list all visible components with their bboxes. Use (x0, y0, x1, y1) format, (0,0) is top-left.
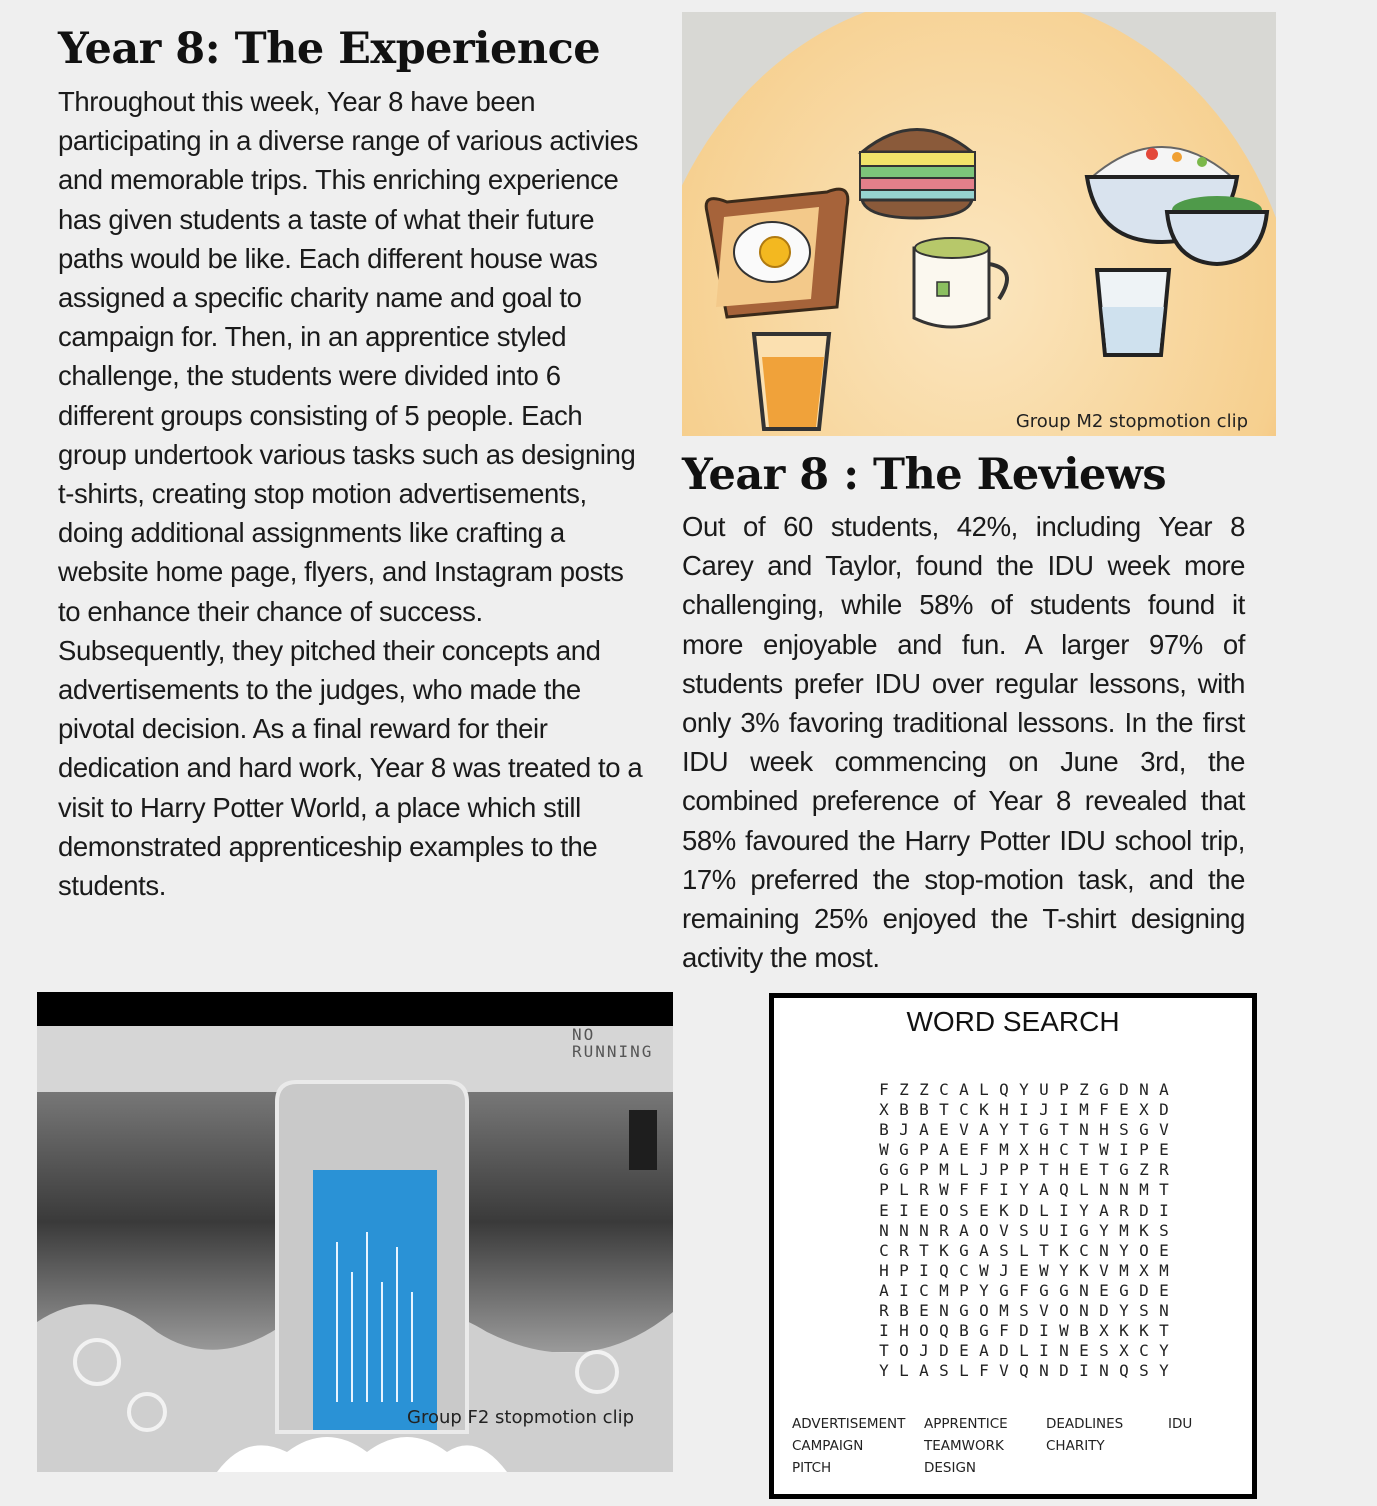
grid-letter: S (1159, 1220, 1169, 1240)
grid-letter: P (1059, 1080, 1069, 1099)
grid-letter: P (899, 1260, 909, 1280)
grid-letter: R (939, 1220, 949, 1240)
grid-letter: A (939, 1140, 949, 1160)
grid-letter: I (1039, 1321, 1049, 1341)
grid-letter: K (1119, 1321, 1129, 1341)
grid-letter: K (979, 1100, 989, 1120)
grid-letter: Q (1019, 1361, 1029, 1381)
grid-letter: G (959, 1240, 969, 1260)
grid-letter: I (1119, 1140, 1129, 1160)
grid-letter: P (1019, 1160, 1029, 1180)
grid-letter: L (899, 1361, 909, 1381)
grid-letter: N (1099, 1180, 1109, 1200)
group-f2-photo (37, 992, 673, 1472)
grid-letter: M (1159, 1260, 1169, 1280)
grid-letter: Q (1059, 1180, 1069, 1200)
grid-letter: W (879, 1140, 889, 1160)
grid-letter: S (1119, 1120, 1129, 1140)
grid-letter: K (1079, 1260, 1089, 1280)
grid-letter: A (959, 1080, 969, 1099)
grid-letter: T (1039, 1240, 1049, 1260)
grid-letter: I (1079, 1361, 1089, 1381)
grid-letter: H (1039, 1140, 1049, 1160)
grid-letter: G (1039, 1280, 1049, 1300)
grid-letter: U (1039, 1220, 1049, 1240)
grid-letter: N (919, 1220, 929, 1240)
grid-letter: D (1059, 1361, 1069, 1381)
grid-letter: W (939, 1180, 949, 1200)
grid-letter: F (879, 1080, 889, 1099)
grid-letter: M (999, 1301, 1009, 1321)
grid-letter: V (999, 1361, 1009, 1381)
grid-letter: T (1159, 1321, 1169, 1341)
grid-letter: I (1159, 1200, 1169, 1220)
grid-letter: B (899, 1100, 909, 1120)
grid-row (874, 1080, 1174, 1100)
grid-letter: D (1139, 1280, 1149, 1300)
grid-letter: I (1059, 1100, 1069, 1120)
grid-letter: N (899, 1220, 909, 1240)
grid-letter: D (1019, 1321, 1029, 1341)
grid-letter: V (959, 1120, 969, 1140)
grid-letter: M (1079, 1100, 1089, 1120)
grid-letter: K (939, 1240, 949, 1260)
grid-letter: T (919, 1240, 929, 1260)
grid-letter: N (1159, 1301, 1169, 1321)
group-m2-photo (682, 12, 1276, 436)
grid-letter: G (899, 1160, 909, 1180)
grid-letter: T (939, 1100, 949, 1120)
word-list-item: TEAMWORK (924, 1438, 1004, 1454)
word-list-item: IDU (1168, 1416, 1193, 1432)
grid-letter: M (939, 1280, 949, 1300)
breakfast-drawing (682, 12, 1276, 436)
grid-letter: C (1079, 1240, 1089, 1260)
grid-letter: A (1039, 1180, 1049, 1200)
grid-letter: C (1139, 1341, 1149, 1361)
grid-letter: K (1139, 1321, 1149, 1341)
grid-letter: H (879, 1260, 889, 1280)
sign-line-1: NO (572, 1025, 596, 1044)
word-list-item: CHARITY (1046, 1438, 1105, 1454)
grid-letter: F (999, 1321, 1009, 1341)
grid-letter: G (899, 1140, 909, 1160)
grid-letter: C (939, 1080, 949, 1099)
grid-letter: E (1119, 1100, 1129, 1120)
grid-letter: P (999, 1160, 1009, 1180)
grid-letter: S (939, 1361, 949, 1381)
grid-letter: A (979, 1341, 989, 1361)
grid-row (874, 1361, 1174, 1381)
grid-letter: E (919, 1301, 929, 1321)
grid-letter: G (999, 1280, 1009, 1300)
grid-letter: P (919, 1160, 929, 1180)
grid-letter: N (1059, 1341, 1069, 1361)
grid-letter: E (939, 1120, 949, 1140)
grid-letter: I (899, 1280, 909, 1300)
grid-letter: N (1099, 1361, 1109, 1381)
grid-letter: M (1139, 1180, 1149, 1200)
grid-letter: V (999, 1220, 1009, 1240)
grid-letter: S (1019, 1220, 1029, 1240)
word-list-item: APPRENTICE (924, 1416, 1008, 1432)
grid-letter: L (959, 1160, 969, 1180)
grid-letter: D (999, 1341, 1009, 1361)
grid-letter: X (879, 1100, 889, 1120)
grid-letter: I (1059, 1200, 1069, 1220)
grid-letter: E (1159, 1140, 1169, 1160)
toast-egg-icon (706, 189, 848, 317)
grid-letter: Y (1159, 1361, 1169, 1381)
reviews-body: Out of 60 students, 42%, including Year 8 Carey and Taylor, found the IDU week more challenging, while 58% of students found it more enjoyable and fun. A larger 97% of students prefer IDU over regular lessons, with only 3% favoring traditional lessons. In the first IDU week commencing on June 3rd, the combined preference of Year 8 revealed that 58% favoured the Harry Potter IDU school trip, 17% preferred the stop-motion task, and the remaining 25% enjoyed the T-shirt designing activity the most. (682, 511, 1245, 974)
grid-letter: Y (979, 1280, 989, 1300)
grid-letter: N (879, 1220, 889, 1240)
grid-letter: E (959, 1341, 969, 1361)
grid-letter: W (979, 1260, 989, 1280)
word-list-item: DEADLINES (1046, 1416, 1124, 1432)
grid-letter: J (919, 1341, 929, 1361)
grid-letter: I (1059, 1220, 1069, 1240)
grid-letter: R (879, 1301, 889, 1321)
grid-letter: W (1099, 1140, 1109, 1160)
word-list-item (1046, 1460, 1168, 1476)
grid-letter: N (939, 1301, 949, 1321)
grid-letter: Y (1119, 1240, 1129, 1260)
grid-letter: E (1079, 1341, 1089, 1361)
grid-letter: E (959, 1140, 969, 1160)
grid-letter: F (1019, 1280, 1029, 1300)
grid-letter: C (879, 1240, 889, 1260)
grid-letter: V (1159, 1120, 1169, 1140)
grid-letter: Y (999, 1120, 1009, 1140)
grid-letter: J (999, 1260, 1009, 1280)
grid-letter: L (1019, 1240, 1029, 1260)
grid-letter: A (979, 1120, 989, 1140)
waterfall-scene (37, 992, 673, 1472)
grid-letter: Q (999, 1080, 1009, 1099)
grid-letter: N (1079, 1301, 1089, 1321)
grid-letter: W (1039, 1260, 1049, 1280)
grid-letter: R (919, 1180, 929, 1200)
sign-line-2: RUNNING (572, 1042, 654, 1061)
grid-letter: Z (1139, 1160, 1149, 1180)
no-running-sign (572, 1026, 653, 1060)
grid-letter: F (959, 1180, 969, 1200)
grid-row (874, 1221, 1174, 1241)
grid-letter: M (999, 1140, 1009, 1160)
grid-letter: A (979, 1240, 989, 1260)
grid-letter: K (1059, 1240, 1069, 1260)
grid-row (874, 1281, 1174, 1301)
grid-letter: O (979, 1301, 989, 1321)
grid-letter: R (899, 1240, 909, 1260)
grid-letter: A (1099, 1200, 1109, 1220)
sandwich-icon (860, 130, 975, 219)
experience-body: Throughout this week, Year 8 have been participating in a diverse range of various activies and memorable trips. This enriching experience has given students a taste of what their future paths would be like. Each different house was assigned a specific charity name and goal to campaign for. Then, in an apprentice styled challenge, the students were divided into 6 different groups consisting of 5 people. Each group undertook various tasks such as designing t-shirts, creating stop motion advertisements, doing additional assignments like crafting a website home page, flyers, and Instagram posts to enhance their chance of success. Subsequently, they pitched their concepts and advertisements to the judges, who made the pivotal decision. As a final reward for their dedication and hard work, Year 8 was treated to a visit to Harry Potter World, a place which still demonstrated apprenticeship examples to the students. (58, 86, 643, 902)
grid-letter: I (919, 1260, 929, 1280)
grid-letter: W (1059, 1321, 1069, 1341)
grid-letter: X (1019, 1140, 1029, 1160)
grid-row (874, 1321, 1174, 1341)
grid-letter: T (1059, 1120, 1069, 1140)
grid-letter: G (1099, 1080, 1109, 1099)
grid-letter: C (919, 1280, 929, 1300)
grid-letter: L (979, 1080, 989, 1099)
grid-letter: Q (939, 1260, 949, 1280)
grid-letter: B (899, 1301, 909, 1321)
grid-letter: E (1099, 1280, 1109, 1300)
word-search-panel (769, 993, 1257, 1499)
word-search-word-list (792, 1416, 1242, 1476)
grid-letter: L (899, 1180, 909, 1200)
grid-letter: G (1139, 1120, 1149, 1140)
grid-letter: S (999, 1240, 1009, 1260)
word-list-item (1168, 1460, 1238, 1476)
grid-letter: F (1099, 1100, 1109, 1120)
grid-letter: D (1119, 1080, 1129, 1099)
grid-letter: J (1039, 1100, 1049, 1120)
grid-letter: E (1079, 1160, 1089, 1180)
grid-letter: C (959, 1100, 969, 1120)
grid-letter: T (1039, 1160, 1049, 1180)
grid-letter: A (959, 1220, 969, 1240)
grid-letter: L (1019, 1341, 1029, 1361)
group-m2-caption: Group M2 stopmotion clip (1015, 411, 1248, 432)
grid-letter: L (959, 1361, 969, 1381)
juice-glass-icon (754, 334, 829, 429)
word-search-title: WORD SEARCH (906, 1006, 1120, 1037)
grid-letter: O (1139, 1240, 1149, 1260)
grid-letter: G (879, 1160, 889, 1180)
grid-letter: I (879, 1321, 889, 1341)
word-list-item: PITCH (792, 1460, 832, 1476)
grid-letter: T (1099, 1160, 1109, 1180)
grid-row (874, 1261, 1174, 1281)
grid-letter: S (1019, 1301, 1029, 1321)
grid-letter: X (1119, 1341, 1129, 1361)
grid-letter: S (1099, 1341, 1109, 1361)
grid-letter: G (1119, 1160, 1129, 1180)
grid-letter: V (1099, 1260, 1109, 1280)
group-f2-caption: Group F2 stopmotion clip (407, 1407, 634, 1428)
grid-letter: O (939, 1200, 949, 1220)
grid-letter: H (899, 1321, 909, 1341)
grid-letter: A (879, 1280, 889, 1300)
grid-letter: F (979, 1361, 989, 1381)
grid-letter: D (1139, 1200, 1149, 1220)
grid-letter: P (879, 1180, 889, 1200)
grid-letter: E (1159, 1240, 1169, 1260)
grid-letter: I (1039, 1341, 1049, 1361)
grid-letter: Y (1119, 1301, 1129, 1321)
grid-row (874, 1301, 1174, 1321)
grid-letter: B (879, 1120, 889, 1140)
grid-row (874, 1100, 1174, 1120)
grid-letter: D (1099, 1301, 1109, 1321)
grid-letter: X (1139, 1100, 1149, 1120)
grid-letter: F (979, 1180, 989, 1200)
grid-letter: P (1139, 1140, 1149, 1160)
water-glass-icon (1097, 270, 1169, 355)
reviews-heading: Year 8 : The Reviews (682, 450, 1167, 500)
grid-letter: M (939, 1160, 949, 1180)
word-list-item (1168, 1438, 1238, 1454)
grid-letter: G (1039, 1120, 1049, 1140)
grid-letter: P (919, 1140, 929, 1160)
grid-letter: O (979, 1220, 989, 1240)
grid-letter: C (1059, 1140, 1069, 1160)
word-list-item: ADVERTISEMENT (792, 1416, 906, 1432)
grid-letter: G (979, 1321, 989, 1341)
grid-letter: B (919, 1100, 929, 1120)
grid-letter: N (1139, 1080, 1149, 1099)
grid-letter: Y (1059, 1260, 1069, 1280)
grid-letter: M (1119, 1220, 1129, 1240)
word-list-item: CAMPAIGN (792, 1438, 864, 1454)
grid-letter: U (1039, 1080, 1049, 1099)
grid-row (874, 1201, 1174, 1221)
grid-row (874, 1160, 1174, 1180)
grid-letter: G (1059, 1280, 1069, 1300)
grid-letter: C (959, 1260, 969, 1280)
grid-letter: O (919, 1321, 929, 1341)
grid-letter: H (1099, 1120, 1109, 1140)
grid-row (874, 1341, 1174, 1361)
grid-letter: N (1119, 1180, 1129, 1200)
grid-letter: B (959, 1321, 969, 1341)
grid-letter: Y (879, 1361, 889, 1381)
grid-letter: Y (1019, 1180, 1029, 1200)
grid-letter: Z (919, 1080, 929, 1099)
grid-row (874, 1241, 1174, 1261)
grid-letter: S (959, 1200, 969, 1220)
grid-letter: E (1019, 1260, 1029, 1280)
word-search-grid (874, 1080, 1174, 1381)
grid-row (874, 1180, 1174, 1200)
grid-letter: V (1039, 1301, 1049, 1321)
grid-letter: I (999, 1180, 1009, 1200)
grid-letter: B (1079, 1321, 1089, 1341)
grid-letter: N (1039, 1361, 1049, 1381)
grid-letter: R (1159, 1160, 1169, 1180)
grid-letter: L (1039, 1200, 1049, 1220)
grid-letter: L (1079, 1180, 1089, 1200)
grid-letter: P (959, 1280, 969, 1300)
grid-letter: E (1159, 1280, 1169, 1300)
grid-letter: X (1139, 1260, 1149, 1280)
grid-letter: R (1119, 1200, 1129, 1220)
grid-letter: A (919, 1120, 929, 1140)
grid-letter: Z (899, 1080, 909, 1099)
grid-letter: S (1139, 1301, 1149, 1321)
grid-letter: Y (1159, 1341, 1169, 1361)
grid-letter: T (879, 1341, 889, 1361)
grid-letter: T (1019, 1120, 1029, 1140)
grid-letter: I (1019, 1100, 1029, 1120)
word-list-item: DESIGN (924, 1460, 977, 1476)
grid-letter: K (999, 1200, 1009, 1220)
grid-letter: Z (1079, 1080, 1089, 1099)
grid-letter: H (999, 1100, 1009, 1120)
grid-letter: M (1119, 1260, 1129, 1280)
grid-row (874, 1120, 1174, 1140)
grid-letter: G (1079, 1220, 1089, 1240)
grid-letter: D (1019, 1200, 1029, 1220)
grid-letter: A (919, 1361, 929, 1381)
grid-letter: Y (1019, 1080, 1029, 1099)
grid-letter: F (979, 1140, 989, 1160)
grid-letter: Y (1079, 1200, 1089, 1220)
grid-letter: A (1159, 1080, 1169, 1099)
grid-letter: X (1099, 1321, 1109, 1341)
grid-letter: S (1139, 1361, 1149, 1381)
grid-letter: D (939, 1341, 949, 1361)
grid-letter: N (1079, 1120, 1089, 1140)
grid-letter: Q (1119, 1361, 1129, 1381)
grid-letter: N (1079, 1280, 1089, 1300)
grid-letter: Y (1099, 1220, 1109, 1240)
grid-letter: O (1059, 1301, 1069, 1321)
grid-letter: J (899, 1120, 909, 1140)
grid-letter: T (1079, 1140, 1089, 1160)
grid-letter: H (1059, 1160, 1069, 1180)
grid-letter: J (979, 1160, 989, 1180)
grid-letter: G (1119, 1280, 1129, 1300)
grid-letter: T (1159, 1180, 1169, 1200)
grid-row (874, 1140, 1174, 1160)
grid-letter: O (899, 1341, 909, 1361)
grid-letter: E (919, 1200, 929, 1220)
grid-letter: E (979, 1200, 989, 1220)
grid-letter: G (959, 1301, 969, 1321)
grid-letter: K (1139, 1220, 1149, 1240)
grid-letter: N (1099, 1240, 1109, 1260)
grid-letter: E (879, 1200, 889, 1220)
grid-letter: I (899, 1200, 909, 1220)
grid-letter: Q (939, 1321, 949, 1341)
grid-letter: D (1159, 1100, 1169, 1120)
experience-heading: Year 8: The Experience (58, 24, 601, 74)
